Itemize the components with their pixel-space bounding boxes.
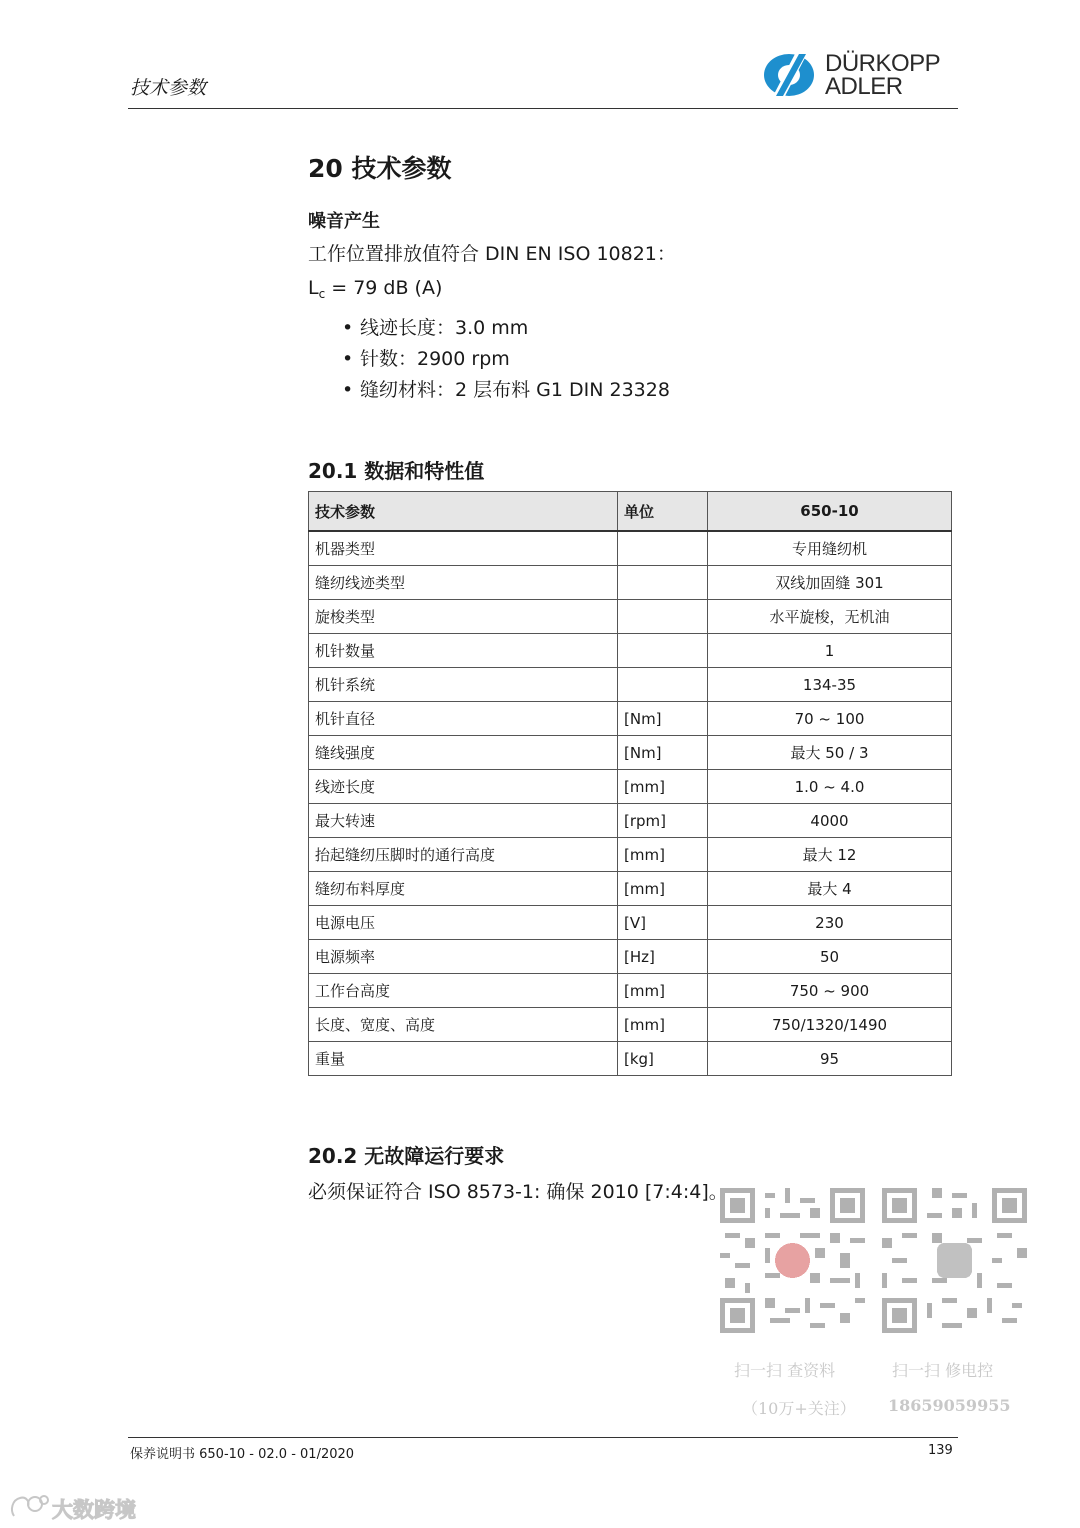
cell-unit: [kg] <box>618 1042 708 1076</box>
cell-parameter: 机针数量 <box>309 634 618 668</box>
cell-parameter: 机针直径 <box>309 702 618 736</box>
cell-value: 70 ~ 100 <box>708 702 952 736</box>
list-item <box>342 316 670 347</box>
table-header-row <box>309 492 952 532</box>
table-row <box>309 702 952 736</box>
qr-code-icon <box>720 1188 865 1333</box>
durkopp-adler-logo <box>762 50 962 102</box>
cell-unit <box>618 531 708 566</box>
cell-parameter: 缝纫布料厚度 <box>309 872 618 906</box>
cell-parameter: 电源频率 <box>309 940 618 974</box>
list-item-text: 线迹长度：3.0 mm <box>360 317 529 339</box>
logo-text-line2: ADLER <box>825 73 903 100</box>
cell-value: 专用缝纫机 <box>708 531 952 566</box>
watermark-logo-icon <box>8 1492 50 1522</box>
footer-document-id: 保养说明书 650-10 - 02.0 - 01/2020 <box>130 1447 355 1462</box>
table-row <box>309 1008 952 1042</box>
data-section-title: 20.1 数据和特性值 <box>308 459 485 483</box>
cell-value: 双线加固缝 301 <box>708 566 952 600</box>
watermark-label: 大数跨境 <box>52 1498 136 1522</box>
cell-unit <box>618 566 708 600</box>
footer-page-number: 139 <box>928 1443 953 1458</box>
run-section-text: 必须保证符合 ISO 8573-1: 确保 2010 [7:4:4]。 <box>308 1181 728 1203</box>
logo-text-line1: DÜRKOPP <box>825 50 941 77</box>
cell-unit: [mm] <box>618 974 708 1008</box>
table-row <box>309 804 952 838</box>
cell-parameter: 重量 <box>309 1042 618 1076</box>
list-item <box>342 347 670 378</box>
chapter-title: 20 技术参数 <box>308 154 452 183</box>
run-section-title: 20.2 无故障运行要求 <box>308 1144 505 1168</box>
qr-left-caption: 扫一扫 查资料 <box>734 1361 836 1380</box>
cell-parameter: 旋梭类型 <box>309 600 618 634</box>
cell-value: 95 <box>708 1042 952 1076</box>
lc-value: = 79 dB (A) <box>325 277 443 299</box>
cell-parameter: 长度、宽度、高度 <box>309 1008 618 1042</box>
list-item-text: 针数：2900 rpm <box>360 348 510 370</box>
cell-parameter: 缝纫线迹类型 <box>309 566 618 600</box>
bullet-icon: • <box>342 348 354 370</box>
table-row <box>309 974 952 1008</box>
table-row <box>309 1042 952 1076</box>
cell-parameter: 缝线强度 <box>309 736 618 770</box>
table-row <box>309 770 952 804</box>
noise-conditions-list <box>342 316 670 409</box>
table-row <box>309 906 952 940</box>
table-row <box>309 872 952 906</box>
noise-level-line <box>308 277 442 301</box>
column-header-model: 650-10 <box>708 492 952 532</box>
bullet-icon: • <box>342 379 354 401</box>
bullet-icon: • <box>342 317 354 339</box>
table-row <box>309 940 952 974</box>
cell-unit: [mm] <box>618 872 708 906</box>
qr-right-phone: 18659059955 <box>888 1396 1011 1415</box>
cell-parameter: 线迹长度 <box>309 770 618 804</box>
qr-left-subcaption: （10万+关注） <box>742 1399 856 1418</box>
qr-right-caption: 扫一扫 修电控 <box>892 1361 994 1380</box>
cell-unit: [Hz] <box>618 940 708 974</box>
cell-unit <box>618 634 708 668</box>
lc-symbol: L <box>308 277 319 299</box>
cell-parameter: 最大转速 <box>309 804 618 838</box>
cell-unit: [Nm] <box>618 736 708 770</box>
table-row <box>309 566 952 600</box>
lc-subscript: c <box>318 287 326 301</box>
cell-unit: [Nm] <box>618 702 708 736</box>
table-row <box>309 838 952 872</box>
footer-rule <box>128 1437 958 1438</box>
column-header-unit: 单位 <box>618 492 708 532</box>
cell-parameter: 抬起缝纫压脚时的通行高度 <box>309 838 618 872</box>
cell-unit: [mm] <box>618 1008 708 1042</box>
logo-mark-icon <box>762 52 820 98</box>
noise-text: 工作位置排放值符合 DIN EN ISO 10821： <box>308 243 676 265</box>
cell-unit <box>618 600 708 634</box>
table-row <box>309 600 952 634</box>
cell-value: 最大 50 / 3 <box>708 736 952 770</box>
cell-value: 1 <box>708 634 952 668</box>
list-item <box>342 378 670 409</box>
cell-value: 134-35 <box>708 668 952 702</box>
cell-value: 50 <box>708 940 952 974</box>
cell-value: 750/1320/1490 <box>708 1008 952 1042</box>
column-header-parameter: 技术参数 <box>309 492 618 532</box>
noise-heading: 噪音产生 <box>308 211 380 232</box>
cell-unit: [mm] <box>618 838 708 872</box>
table-row <box>309 736 952 770</box>
header-rule <box>128 108 958 109</box>
cell-parameter: 电源电压 <box>309 906 618 940</box>
header-section-title: 技术参数 <box>130 77 207 99</box>
cell-value: 750 ~ 900 <box>708 974 952 1008</box>
cell-unit: [rpm] <box>618 804 708 838</box>
qr-code-icon <box>882 1188 1027 1333</box>
cell-value: 230 <box>708 906 952 940</box>
cell-value: 4000 <box>708 804 952 838</box>
cell-parameter: 工作台高度 <box>309 974 618 1008</box>
list-item-text: 缝纫材料：2 层布料 G1 DIN 23328 <box>360 379 670 401</box>
cell-unit <box>618 668 708 702</box>
cell-parameter: 机器类型 <box>309 531 618 566</box>
cell-unit: [V] <box>618 906 708 940</box>
cell-value: 最大 12 <box>708 838 952 872</box>
cell-parameter: 机针系统 <box>309 668 618 702</box>
table-row <box>309 531 952 566</box>
spec-table <box>308 491 952 1076</box>
cell-unit: [mm] <box>618 770 708 804</box>
table-row <box>309 634 952 668</box>
cell-value: 1.0 ~ 4.0 <box>708 770 952 804</box>
cell-value: 最大 4 <box>708 872 952 906</box>
table-row <box>309 668 952 702</box>
cell-value: 水平旋梭，无机油 <box>708 600 952 634</box>
